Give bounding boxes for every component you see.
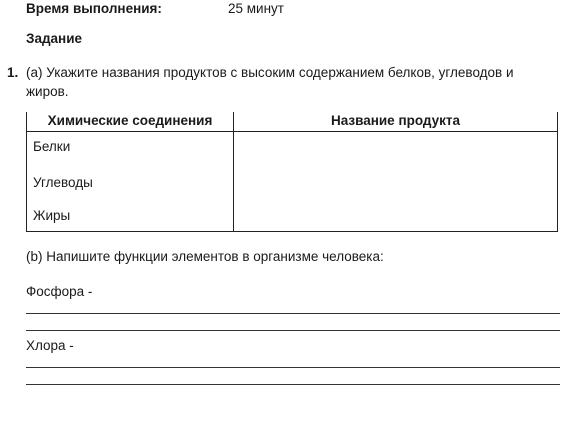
task-heading: Задание <box>26 31 83 46</box>
cell-product-proteins[interactable] <box>234 132 558 166</box>
cell-compound-carbohydrates: Углеводы <box>27 166 234 200</box>
cell-product-fats[interactable] <box>234 200 558 232</box>
chlorine-answer-line-1[interactable] <box>26 367 560 368</box>
question-text-line1: (a) Укажите названия продуктов с высоким содержанием белков, углеводов и <box>26 65 514 80</box>
header-compounds: Химические соединения <box>27 112 234 132</box>
cell-compound-fats: Жиры <box>27 200 234 232</box>
table-row <box>27 200 558 232</box>
question-text-line2: жиров. <box>26 84 69 99</box>
time-value: 25 минут <box>228 1 284 16</box>
table-header-row <box>27 112 558 132</box>
table-row <box>27 166 558 200</box>
time-label: Время выполнения: <box>26 1 162 16</box>
phosphorus-answer-line-2[interactable] <box>26 330 560 331</box>
cell-compound-proteins: Белки <box>27 132 234 166</box>
table-row <box>27 132 558 166</box>
phosphorus-label: Фосфора - <box>26 284 93 299</box>
header-product-name: Название продукта <box>234 112 558 132</box>
answer-table <box>26 112 558 232</box>
cell-product-carbohydrates[interactable] <box>234 166 558 200</box>
chlorine-answer-line-2[interactable] <box>26 384 560 385</box>
question-number: 1. <box>7 65 19 80</box>
part-b-prompt: (b) Напишите функции элементов в организме человека: <box>26 249 384 264</box>
chlorine-label: Хлора - <box>26 338 74 353</box>
phosphorus-answer-line-1[interactable] <box>26 313 560 314</box>
